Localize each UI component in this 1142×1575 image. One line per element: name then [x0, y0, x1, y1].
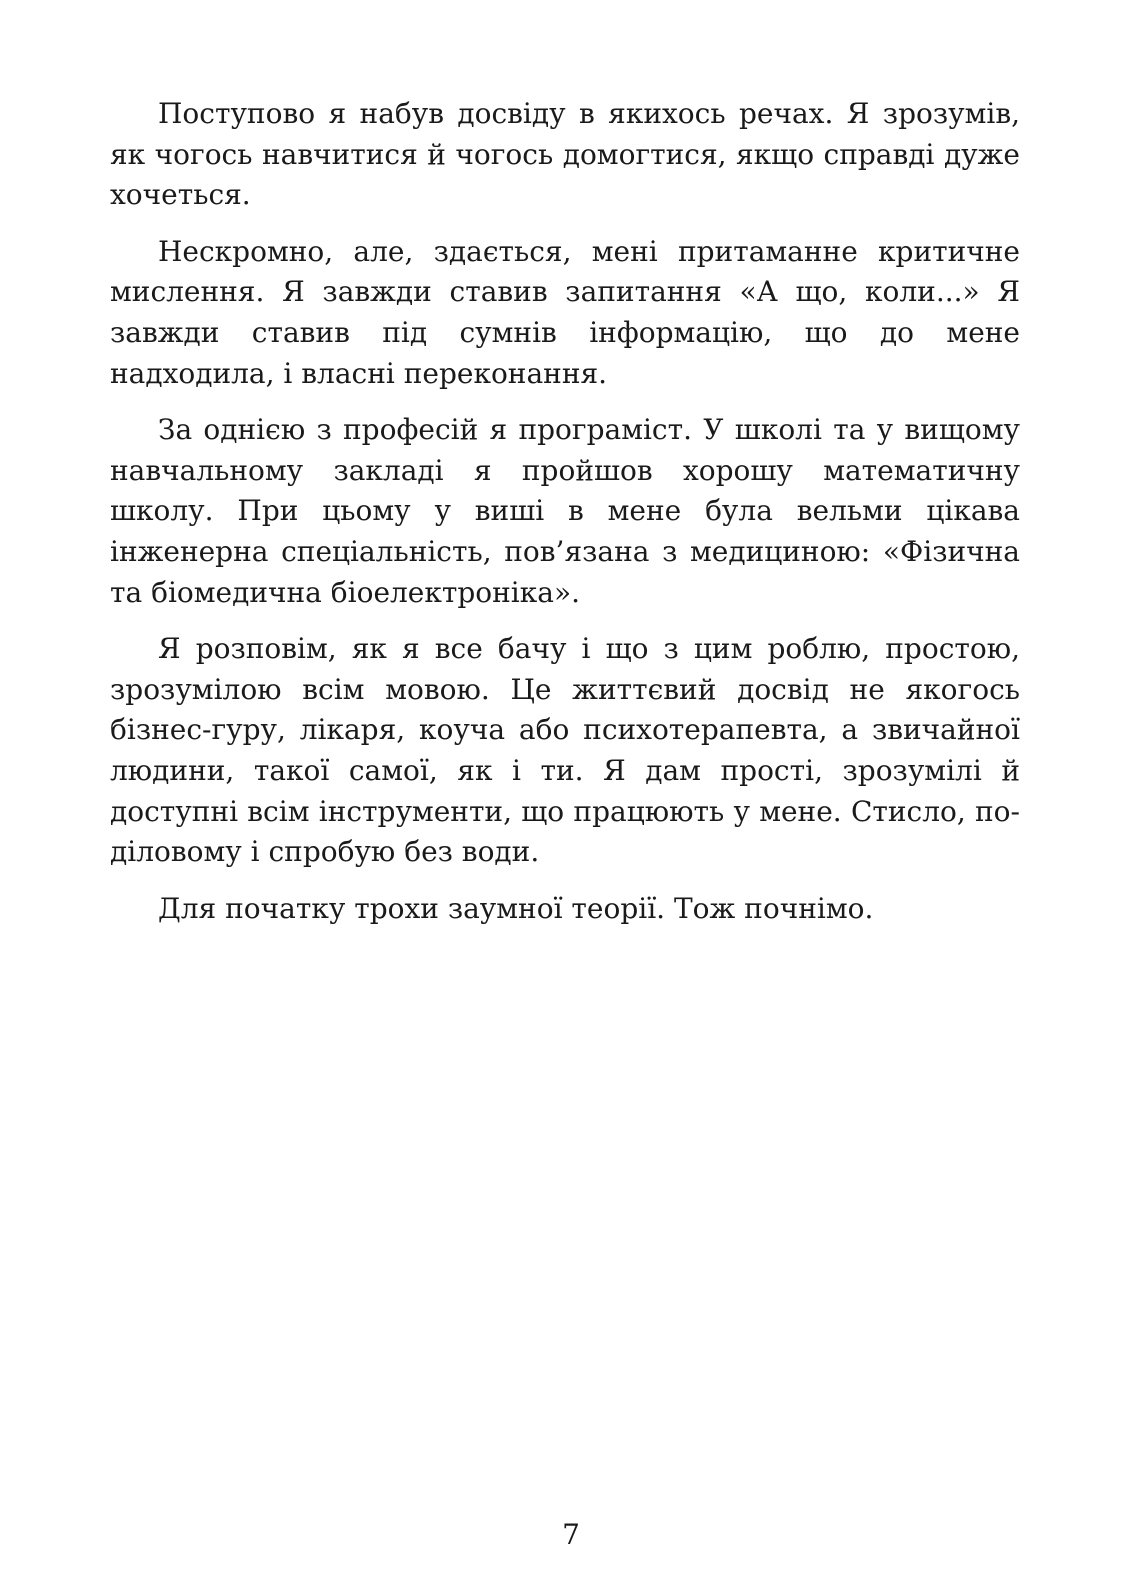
paragraph-2: Нескромно, але, здається, мені притаманне критичне мислення. Я завжди ставив запитання «А що, коли...» Я завжди ставив під сумнів інформацію, що до мене надходила, і власні переконання. — [110, 234, 1020, 390]
paragraph-5: Для початку трохи заумної теорії. Тож почнімо. — [158, 891, 874, 925]
paragraph-4: Я розповім, як я все бачу і що з цим роблю, простою, зрозумілою всім мовою. Це життєвий досвід не якогось бізнес-гуру, лікаря, коуча або психотерапевта, а звичайної людини, такої самої, як і ти. Я дам прості, зрозумілі й доступні всім інструменти, що працюють у мене. Стисло, по-діловому і спробую без води. — [110, 632, 1020, 869]
body-text — [110, 94, 1020, 945]
paragraph-3: За однією з професій я програміст. У школі та у вищому навчальному закладі я пройшов хорошу математичну школу. При цьому у виші в мене була вельми цікава інженерна спеціальність, пов’язана з медициною: «Фізична та біомедична біоелектроніка». — [110, 413, 1020, 609]
page-number: 7 — [562, 1518, 580, 1551]
paragraph-1: Поступово я набув досвіду в якихось речах. Я зрозумів, як чогось навчитися й чогось домогтися, якщо справді дуже хочеться. — [110, 97, 1020, 212]
